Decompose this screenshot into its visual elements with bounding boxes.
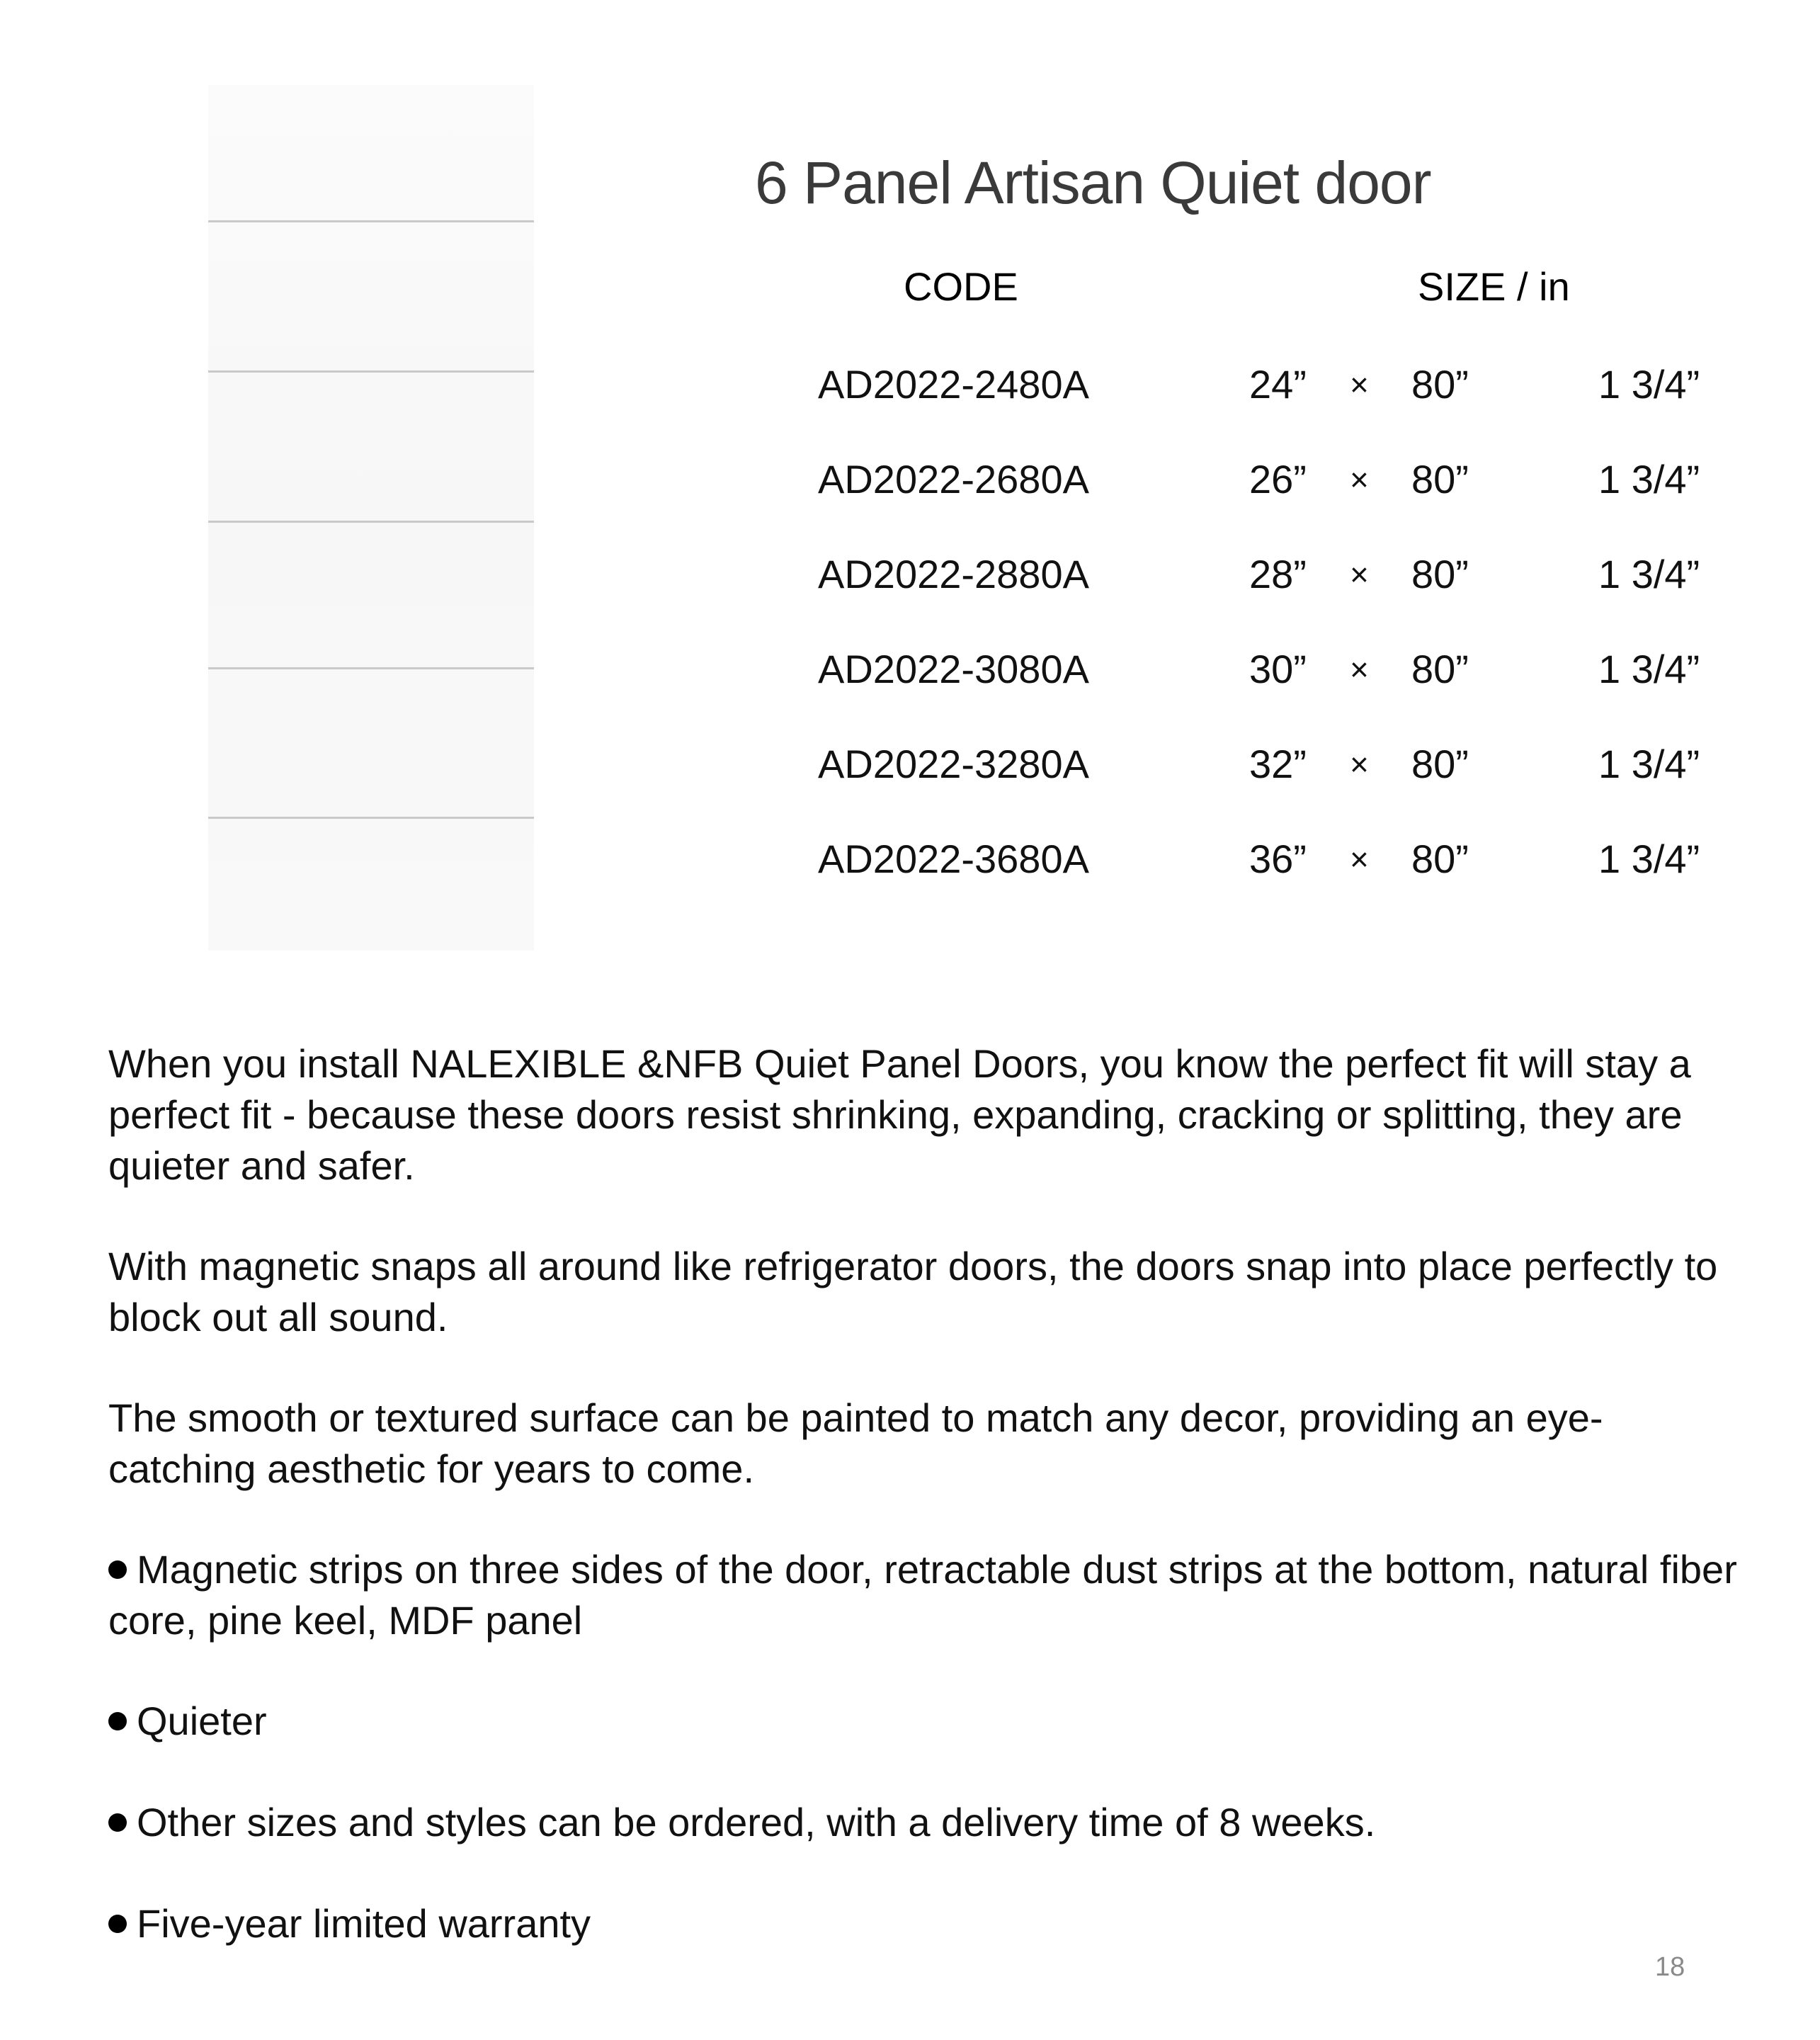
times-symbol: × <box>1350 651 1369 688</box>
door-panel-groove <box>208 220 534 222</box>
row-height: 80” <box>1411 837 1469 881</box>
row-width: 30” <box>1249 647 1307 691</box>
page-number: 18 <box>1655 1952 1685 1982</box>
times-symbol: × <box>1350 556 1369 593</box>
bullet-item <box>108 1797 1737 1848</box>
spec-row <box>0 741 1820 790</box>
row-width: 24” <box>1249 362 1307 407</box>
description-paragraph: When you install NALEXIBLE &NFB Quiet Panel Doors, you know the perfect fit will stay a perfect fit - because these doors resist shrinking, expanding, cracking or splitting, they are quieter and safer. <box>108 1041 1691 1188</box>
row-thickness: 1 3/4” <box>1598 837 1700 881</box>
bullet-icon <box>108 1813 127 1832</box>
bullet-text: Five-year limited warranty <box>137 1901 591 1946</box>
size-column-header: SIZE / in <box>1418 264 1570 309</box>
row-thickness: 1 3/4” <box>1598 552 1700 596</box>
door-panel-groove <box>208 521 534 523</box>
bullet-text: Other sizes and styles can be ordered, with a delivery time of 8 weeks. <box>137 1800 1376 1844</box>
times-symbol: × <box>1350 746 1369 783</box>
times-symbol: × <box>1350 366 1369 403</box>
row-height: 80” <box>1411 552 1469 596</box>
row-thickness: 1 3/4” <box>1598 457 1700 502</box>
row-code: AD2022-3680A <box>818 837 1089 881</box>
door-panel-groove <box>208 817 534 819</box>
row-height: 80” <box>1411 457 1469 502</box>
row-height: 80” <box>1411 362 1469 407</box>
times-symbol: × <box>1350 461 1369 498</box>
row-code: AD2022-2680A <box>818 457 1089 502</box>
bullet-item <box>108 1544 1737 1646</box>
row-thickness: 1 3/4” <box>1598 362 1700 407</box>
description-paragraph: The smooth or textured surface can be painted to match any decor, providing an eye-catching aesthetic for years to come. <box>108 1395 1603 1491</box>
row-code: AD2022-2880A <box>818 552 1089 596</box>
bullet-text: Quieter <box>137 1699 267 1743</box>
row-height: 80” <box>1411 647 1469 691</box>
spec-row <box>0 646 1820 696</box>
bullet-icon <box>108 1560 127 1579</box>
row-height: 80” <box>1411 742 1469 786</box>
bullet-icon <box>108 1915 127 1933</box>
code-column-header: CODE <box>904 264 1018 309</box>
spec-row <box>0 456 1820 506</box>
row-code: AD2022-3080A <box>818 647 1089 691</box>
spec-row <box>0 551 1820 601</box>
bullet-text: Magnetic strips on three sides of the door, retractable dust strips at the bottom, natural fiber core, pine keel, MDF panel <box>108 1547 1737 1643</box>
times-symbol: × <box>1350 841 1369 878</box>
spec-row <box>0 836 1820 885</box>
row-thickness: 1 3/4” <box>1598 742 1700 786</box>
bullet-item <box>108 1898 1737 1949</box>
description-paragraph: With magnetic snaps all around like refrigerator doors, the doors snap into place perfectly to block out all sound. <box>108 1244 1718 1339</box>
row-width: 36” <box>1249 837 1307 881</box>
door-image <box>208 85 534 951</box>
row-thickness: 1 3/4” <box>1598 647 1700 691</box>
row-code: AD2022-2480A <box>818 362 1089 407</box>
spec-row <box>0 361 1820 411</box>
bullet-icon <box>108 1712 127 1730</box>
row-width: 26” <box>1249 457 1307 502</box>
product-title: 6 Panel Artisan Quiet door <box>755 149 1431 216</box>
bullet-item <box>108 1696 1737 1747</box>
row-width: 32” <box>1249 742 1307 786</box>
row-width: 28” <box>1249 552 1307 596</box>
row-code: AD2022-3280A <box>818 742 1089 786</box>
